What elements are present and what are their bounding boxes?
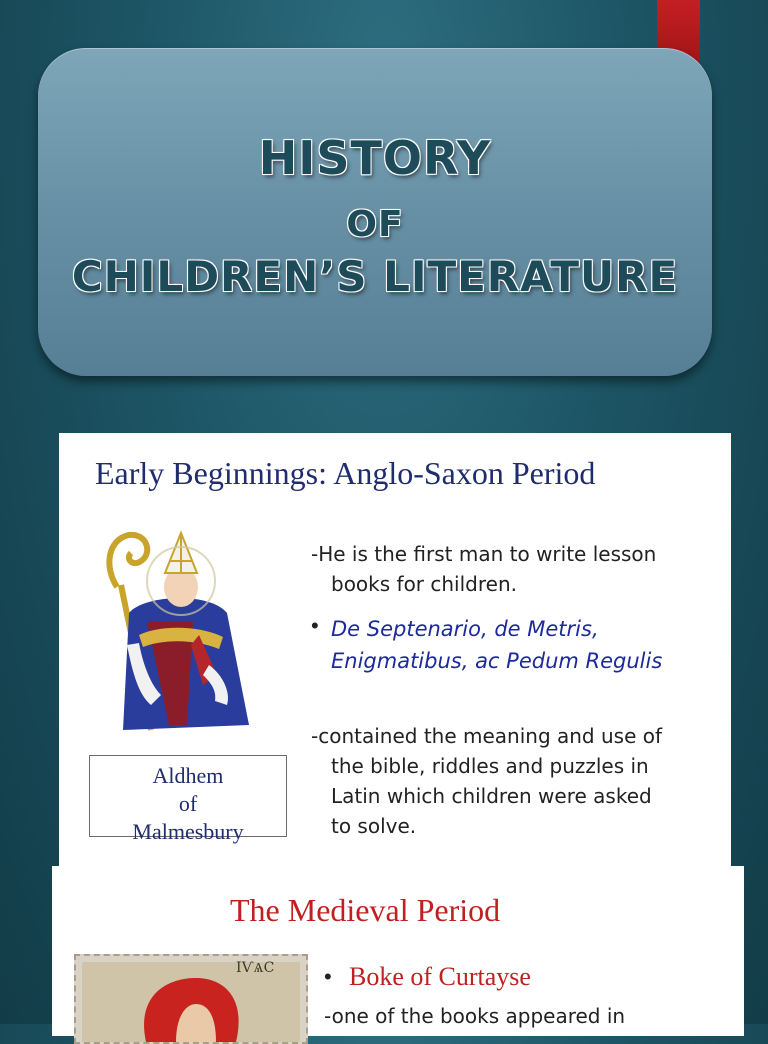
paragraph-first-man (311, 539, 721, 599)
saint-portrait-image (99, 525, 259, 735)
paragraph-contained (311, 721, 721, 841)
text-line: -He is the first man to write lesson (311, 542, 657, 566)
title-banner (38, 48, 712, 376)
title-line-childrens-literature: CHILDREN’S LITERATURE (71, 252, 679, 301)
caption-line: of (178, 791, 198, 816)
paragraph-one-of-the-books: -one of the books appeared in (324, 1004, 626, 1028)
bullet-icon: • (311, 613, 319, 638)
book-title-de-septenario: De Septenario, de Metris, Enigmatibus, ac Pedum Regulis (331, 617, 663, 673)
portrait-caption-box (89, 755, 287, 844)
text-line: to solve. (331, 814, 417, 838)
text-line: books for children. (331, 572, 517, 596)
caption-line: Aldhem (152, 763, 224, 788)
stamp-image (74, 954, 308, 1044)
stamp-text: ІѴѦС (236, 960, 275, 976)
bullet-icon: • (324, 964, 332, 989)
book-title-boke-of-curtayse: Boke of Curtayse (349, 962, 531, 991)
slide-title: The Medieval Period (230, 892, 501, 928)
title-line-history: HISTORY (258, 131, 492, 185)
slide-anglo-saxon (59, 433, 731, 873)
text-line: Latin which children were asked (331, 784, 652, 808)
text-line: -contained the meaning and use of (311, 724, 663, 748)
caption-line: Malmesbury (132, 819, 244, 844)
text-line: the bible, riddles and puzzles in (331, 754, 649, 778)
slide-title: Early Beginnings: Anglo-Saxon Period (95, 455, 596, 491)
slide-medieval (52, 866, 744, 1036)
title-line-of: OF (346, 204, 404, 245)
